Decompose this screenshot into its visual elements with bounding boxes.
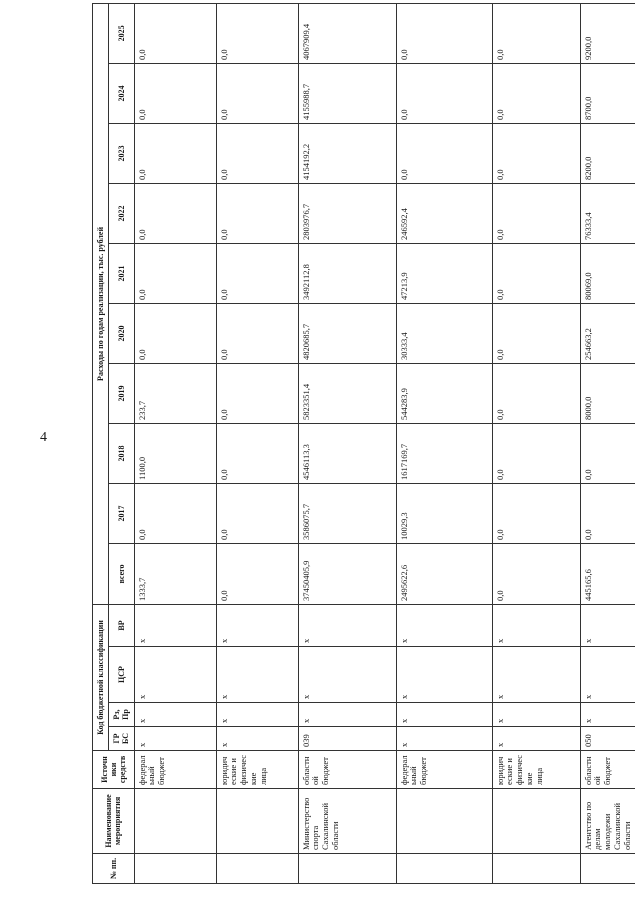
row-value-cell: 0,0: [492, 423, 580, 483]
row-value-cell: 0,0: [396, 63, 492, 123]
row-no: [134, 854, 216, 884]
row-value-cell: 0,0: [216, 423, 298, 483]
row-source: юридические и физические лица: [216, 751, 298, 789]
row-value-cell: 76333,4: [580, 183, 635, 243]
row-code-cell: x: [216, 647, 298, 703]
row-code-cell: x: [492, 647, 580, 703]
header-year-col: 2021: [109, 243, 134, 303]
row-name: [396, 789, 492, 854]
row-code-cell: x: [396, 647, 492, 703]
row-value-cell: 0,0: [216, 363, 298, 423]
row-value-cell: 8700,0: [580, 63, 635, 123]
row-value-cell: 30333,4: [396, 303, 492, 363]
row-value-cell: 233,7: [134, 363, 216, 423]
row-code-cell: x: [134, 604, 216, 646]
row-value-cell: 0,0: [134, 303, 216, 363]
row-value-cell: 10029,3: [396, 483, 492, 543]
row-code-cell: x: [492, 703, 580, 727]
row-name: Министерство спорта Сахалинской области: [298, 789, 396, 854]
row-code-cell: x: [216, 604, 298, 646]
row-value-cell: 0,0: [492, 3, 580, 63]
row-code-cell: x: [134, 647, 216, 703]
row-value-cell: 0,0: [492, 363, 580, 423]
row-code-cell: x: [298, 703, 396, 727]
row-value-cell: 3492112,8: [298, 243, 396, 303]
row-name: [134, 789, 216, 854]
header-budget-code: Код бюджетной классификации: [93, 604, 109, 750]
row-value-cell: 37450405,9: [298, 543, 396, 604]
row-value-cell: 0,0: [396, 123, 492, 183]
row-value-cell: 2803976,7: [298, 183, 396, 243]
header-year-col: 2022: [109, 183, 134, 243]
row-code-cell: 039: [298, 727, 396, 751]
row-value-cell: 1100,0: [134, 423, 216, 483]
row-code-cell: x: [396, 703, 492, 727]
header-year-col: всего: [109, 543, 134, 604]
row-value-cell: 0,0: [492, 123, 580, 183]
header-code-col: ВР: [109, 604, 134, 646]
row-value-cell: 80069,0: [580, 243, 635, 303]
header-expenses: Расходы по годам реализации, тыс. рублей: [93, 3, 109, 604]
row-value-cell: 0,0: [134, 243, 216, 303]
row-code-cell: x: [298, 647, 396, 703]
row-value-cell: 1617169,7: [396, 423, 492, 483]
row-value-cell: 0,0: [580, 423, 635, 483]
row-value-cell: 0,0: [492, 243, 580, 303]
row-value-cell: 1333,7: [134, 543, 216, 604]
row-value-cell: 0,0: [492, 483, 580, 543]
row-value-cell: 0,0: [216, 123, 298, 183]
row-value-cell: 8200,0: [580, 123, 635, 183]
row-value-cell: 0,0: [216, 543, 298, 604]
row-value-cell: 0,0: [134, 123, 216, 183]
header-no: № пп.: [93, 854, 135, 884]
row-value-cell: 0,0: [216, 243, 298, 303]
row-value-cell: 0,0: [492, 183, 580, 243]
row-value-cell: 0,0: [134, 483, 216, 543]
row-code-cell: 050: [580, 727, 635, 751]
table-row: [298, 3, 396, 883]
row-value-cell: 0,0: [492, 543, 580, 604]
row-value-cell: 5823351,4: [298, 363, 396, 423]
row-value-cell: 4820685,7: [298, 303, 396, 363]
table-row: [492, 3, 580, 883]
row-source: юридические и физические лица: [492, 751, 580, 789]
row-value-cell: 4155988,7: [298, 63, 396, 123]
row-value-cell: 9200,0: [580, 3, 635, 63]
row-value-cell: 0,0: [492, 303, 580, 363]
header-year-col: 2023: [109, 123, 134, 183]
row-value-cell: 0,0: [216, 303, 298, 363]
row-value-cell: 0,0: [216, 3, 298, 63]
row-code-cell: x: [492, 604, 580, 646]
row-name: [492, 789, 580, 854]
row-source: федеральный бюджет: [134, 751, 216, 789]
row-value-cell: 0,0: [580, 483, 635, 543]
row-value-cell: 0,0: [134, 3, 216, 63]
row-no: [298, 854, 396, 884]
budget-table: [92, 3, 635, 884]
page-number: 4: [40, 430, 47, 445]
header-source: Источники средств: [93, 751, 135, 789]
header-code-col: ГР БС: [109, 727, 134, 751]
row-value-cell: 0,0: [216, 63, 298, 123]
row-value-cell: 0,0: [216, 483, 298, 543]
row-no: [492, 854, 580, 884]
row-value-cell: 246592,4: [396, 183, 492, 243]
header-code-col: Рз, Пр: [109, 703, 134, 727]
table-row: [134, 3, 216, 883]
row-value-cell: 0,0: [396, 3, 492, 63]
row-value-cell: 47213,9: [396, 243, 492, 303]
row-value-cell: 0,0: [216, 183, 298, 243]
row-code-cell: x: [580, 703, 635, 727]
row-value-cell: 0,0: [134, 183, 216, 243]
row-code-cell: x: [298, 604, 396, 646]
row-name: [216, 789, 298, 854]
header-year-col: 2024: [109, 63, 134, 123]
row-value-cell: 4067909,4: [298, 3, 396, 63]
row-value-cell: 2495622,6: [396, 543, 492, 604]
row-value-cell: 3586075,7: [298, 483, 396, 543]
row-value-cell: 0,0: [134, 63, 216, 123]
row-value-cell: 0,0: [492, 63, 580, 123]
row-value-cell: 445165,6: [580, 543, 635, 604]
header-year-col: 2019: [109, 363, 134, 423]
header-code-col: ЦСР: [109, 647, 134, 703]
row-code-cell: x: [134, 703, 216, 727]
table-row: [216, 3, 298, 883]
row-name: Агентство по делам молодежи Сахалинской области: [580, 789, 635, 854]
row-value-cell: 254663,2: [580, 303, 635, 363]
table-row: [580, 3, 635, 883]
row-value-cell: 4154192,2: [298, 123, 396, 183]
header-year-col: 2020: [109, 303, 134, 363]
row-source: федеральный бюджет: [396, 751, 492, 789]
row-source: областной бюджет: [580, 751, 635, 789]
row-no: [216, 854, 298, 884]
row-code-cell: x: [580, 604, 635, 646]
row-value-cell: 544283,9: [396, 363, 492, 423]
row-source: областной бюджет: [298, 751, 396, 789]
table-row: [396, 3, 492, 883]
header-year-col: 2018: [109, 423, 134, 483]
header-year-col: 2017: [109, 483, 134, 543]
header-name: Наименование мероприятия: [93, 789, 135, 854]
row-code-cell: x: [492, 727, 580, 751]
row-value-cell: 4546113,3: [298, 423, 396, 483]
row-no: [580, 854, 635, 884]
row-code-cell: x: [134, 727, 216, 751]
row-code-cell: x: [396, 604, 492, 646]
row-no: [396, 854, 492, 884]
row-value-cell: 8000,0: [580, 363, 635, 423]
row-code-cell: x: [396, 727, 492, 751]
row-code-cell: x: [216, 703, 298, 727]
row-code-cell: x: [580, 647, 635, 703]
header-year-col: 2025: [109, 3, 134, 63]
row-code-cell: x: [216, 727, 298, 751]
